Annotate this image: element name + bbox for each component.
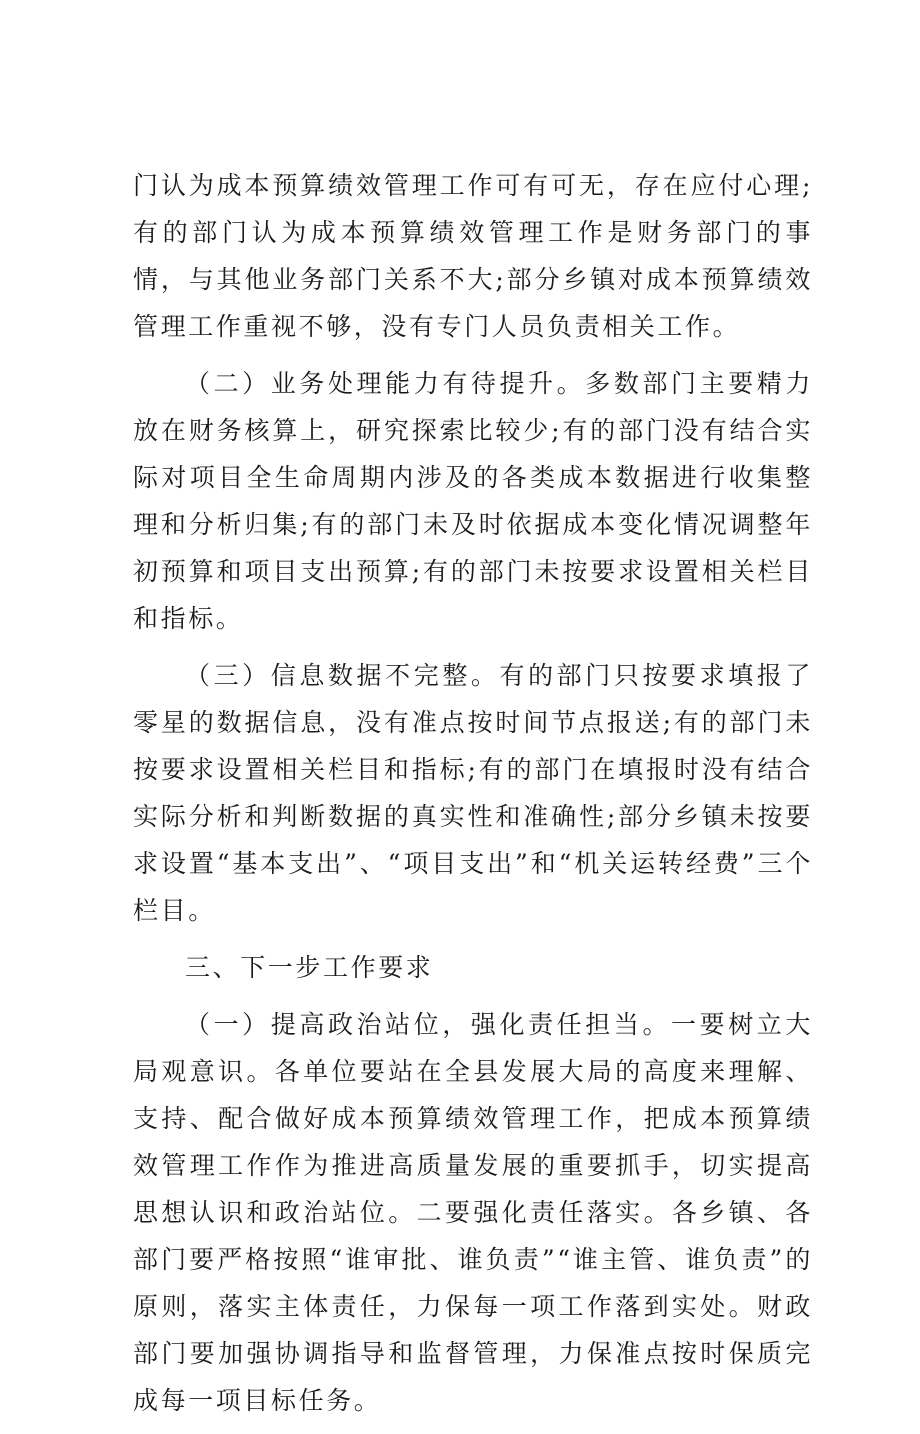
paragraph-political-stance: （一）提高政治站位，强化责任担当。一要树立大局观意识。各单位要站在全县发展大局的高度来理解、支持、配合做好成本预算绩效管理工作，把成本预算绩效管理工作作为推进高质量发展的重要抓手，切实提高思想认识和政治站位。二要强化责任落实。各乡镇、各部门要严格按照“谁审批、谁负责”“谁主管、谁负责”的原则，落实主体责任，力保每一项工作落到实处。财政部门要加强协调指导和监督管理，力保准点按时保质完成每一项目标任务。 <box>133 1010 813 1415</box>
paragraph-continuation: 门认为成本预算绩效管理工作可有可无，存在应付心理;有的部门认为成本预算绩效管理工作是财务部门的事情，与其他业务部门关系不大;部分乡镇对成本预算绩效管理工作重视不够，没有专门人员负责相关工作。 <box>133 171 813 341</box>
paragraph-data-incomplete: （三）信息数据不完整。有的部门只按要求填报了零星的数据信息，没有准点按时间节点报送;有的部门未按要求设置相关栏目和指标;有的部门在填报时没有结合实际分析和判断数据的真实性和准确性;部分乡镇未按要求设置“基本支出”、“项目支出”和“机关运转经费”三个栏目。 <box>133 661 813 925</box>
document-body <box>133 162 813 1434</box>
paragraph-business-capability: （二）业务处理能力有待提升。多数部门主要精力放在财务核算上，研究探索比较少;有的部门没有结合实际对项目全生命周期内涉及的各类成本数据进行收集整理和分析归集;有的部门未及时依据成本变化情况调整年初预算和项目支出预算;有的部门未按要求设置相关栏目和指标。 <box>133 369 813 633</box>
section-heading-next-steps: 三、下一步工作要求 <box>185 953 434 982</box>
